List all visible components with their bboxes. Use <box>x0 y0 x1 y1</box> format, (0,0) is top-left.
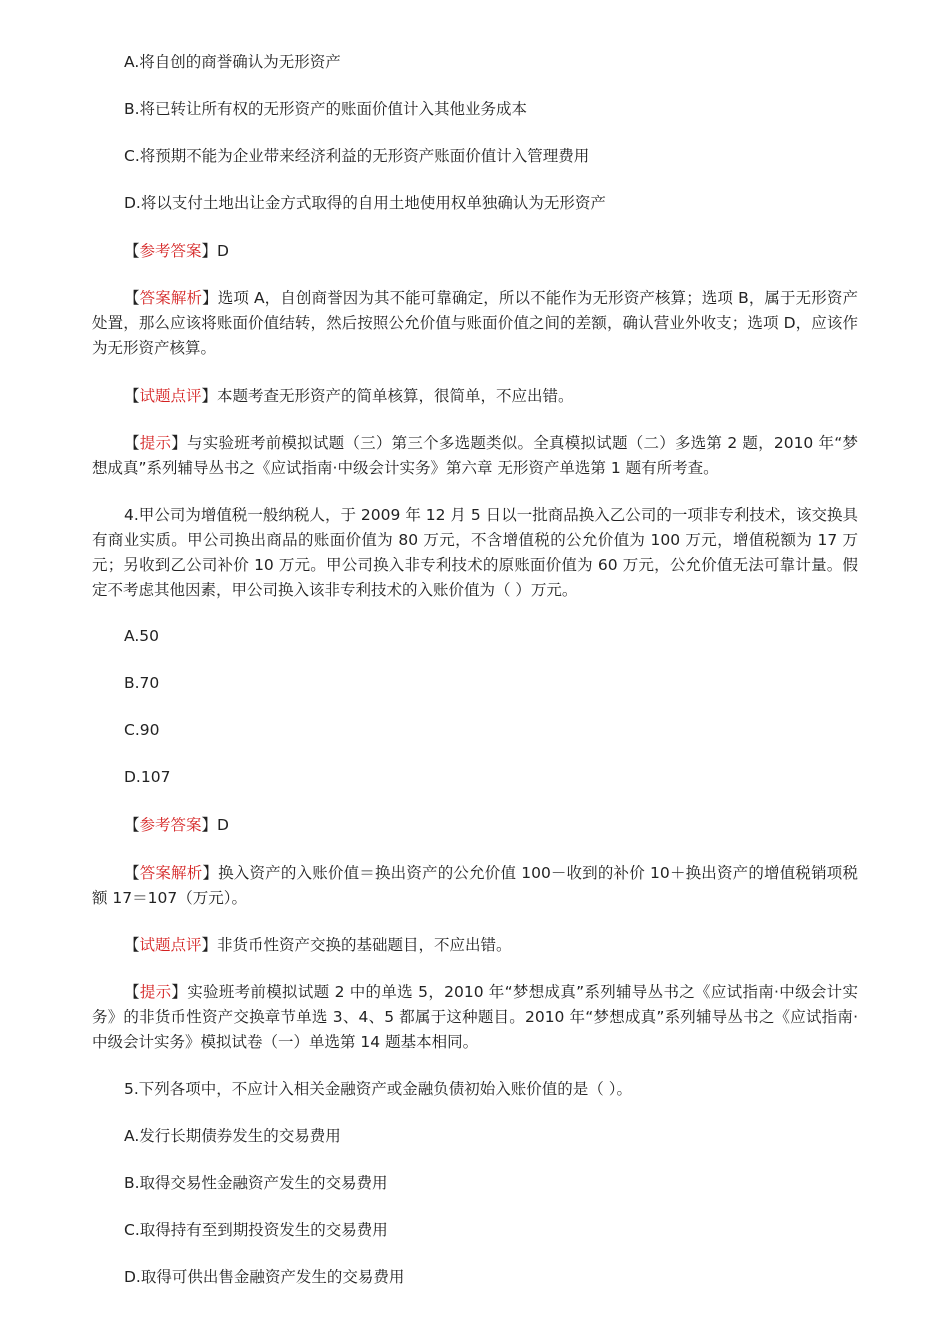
q3-option-c: C.将预期不能为企业带来经济利益的无形资产账面价值计入管理费用 <box>124 147 590 165</box>
q4-option-c: C.90 <box>124 721 160 739</box>
q4-reference-answer: 【参考答案】D <box>124 816 229 834</box>
q4-stem: 4.甲公司为增值税一般纳税人，于 2009 年 12 月 5 日以一批商品换入乙公司的一项非专利技术，该交换具有商业实质。甲公司换出商品的账面价值为 80 万元，不含增值税的公允价值为 100 万元，增值税额为 17 万元；另收到乙公司补价 10 万元。甲公司换入非专利技术的原账面价值为 60 万元，公允价值无法可靠计量。假定不考虑其他因素，甲公司换入该非专利技术的入账价值为（ ）万元。 <box>92 506 858 599</box>
hint-text: 实验班考前模拟试题 2 中的单选 5，2010 年“梦想成真”系列辅导丛书之《应试指南·中级会计实务》的非货币性资产交换章节单选 3、4、5 都属于这种题目。2010 年“梦想成真”系列辅导丛书之《应试指南·中级会计实务》模拟试卷（一）单选第 14 题基本相同。 <box>92 983 858 1051</box>
q3-reference-answer: 【参考答案】D <box>124 242 229 260</box>
hint-label: 提示 <box>139 434 172 452</box>
reference-answer-label: 参考答案 <box>139 242 202 260</box>
reference-answer-value: D <box>217 242 229 260</box>
q4-hint: 【提示】实验班考前模拟试题 2 中的单选 5，2010 年“梦想成真”系列辅导丛书之《应试指南·中级会计实务》的非货币性资产交换章节单选 3、4、5 都属于这种题目。2010 年“梦想成真”系列辅导丛书之《应试指南·中级会计实务》模拟试卷（一）单选第 14 题基本相同。 <box>92 983 858 1051</box>
analysis-text: 选项 A，自创商誉因为其不能可靠确定，所以不能作为无形资产核算；选项 B，属于无形资产处置，那么应该将账面价值结转，然后按照公允价值与账面价值之间的差额，确认营业外收支；选项 D，应该作为无形资产核算。 <box>92 289 858 357</box>
q3-comment: 【试题点评】本题考查无形资产的简单核算，很简单，不应出错。 <box>124 387 574 405</box>
q3-option-a: A.将自创的商誉确认为无形资产 <box>124 53 341 71</box>
reference-answer-label: 参考答案 <box>139 816 202 834</box>
q4-option-a: A.50 <box>124 627 159 645</box>
q4-analysis: 【答案解析】换入资产的入账价值＝换出资产的公允价值 100－收到的补价 10＋换出资产的增值税销项税额 17＝107（万元）。 <box>92 864 858 907</box>
hint-text: 与实验班考前模拟试题（三）第三个多选题类似。全真模拟试题（二）多选第 2 题，2010 年“梦想成真”系列辅导丛书之《应试指南·中级会计实务》第六章 无形资产单选第 1 题有所考查。 <box>92 434 858 477</box>
comment-label: 试题点评 <box>139 387 202 405</box>
q4-comment: 【试题点评】非货币性资产交换的基础题目，不应出错。 <box>124 936 512 954</box>
q4-option-b: B.70 <box>124 674 160 692</box>
q5-option-c: C.取得持有至到期投资发生的交易费用 <box>124 1221 388 1239</box>
reference-answer-value: D <box>217 816 229 834</box>
hint-label: 提示 <box>139 983 172 1001</box>
comment-label: 试题点评 <box>139 936 202 954</box>
q5-option-a: A.发行长期债券发生的交易费用 <box>124 1127 341 1145</box>
analysis-label: 答案解析 <box>139 864 203 882</box>
q3-option-d: D.将以支付土地出让金方式取得的自用土地使用权单独确认为无形资产 <box>124 194 606 212</box>
q3-option-b: B.将已转让所有权的无形资产的账面价值计入其他业务成本 <box>124 100 528 118</box>
q5-option-b: B.取得交易性金融资产发生的交易费用 <box>124 1174 388 1192</box>
comment-text: 非货币性资产交换的基础题目，不应出错。 <box>217 936 512 954</box>
q3-hint: 【提示】与实验班考前模拟试题（三）第三个多选题类似。全真模拟试题（二）多选第 2 题，2010 年“梦想成真”系列辅导丛书之《应试指南·中级会计实务》第六章 无形资产单选第 1 题有所考查。 <box>92 434 858 477</box>
analysis-label: 答案解析 <box>139 289 203 307</box>
q5-option-d: D.取得可供出售金融资产发生的交易费用 <box>124 1268 405 1286</box>
analysis-text: 换入资产的入账价值＝换出资产的公允价值 100－收到的补价 10＋换出资产的增值税销项税额 17＝107（万元）。 <box>92 864 858 907</box>
comment-text: 本题考查无形资产的简单核算，很简单，不应出错。 <box>217 387 574 405</box>
q3-analysis: 【答案解析】选项 A，自创商誉因为其不能可靠确定，所以不能作为无形资产核算；选项 B，属于无形资产处置，那么应该将账面价值结转，然后按照公允价值与账面价值之间的差额，确认营业外收支；选项 D，应该作为无形资产核算。 <box>92 289 858 357</box>
q5-stem: 5.下列各项中，不应计入相关金融资产或金融负债初始入账价值的是（ ）。 <box>124 1080 632 1098</box>
q4-option-d: D.107 <box>124 768 171 786</box>
